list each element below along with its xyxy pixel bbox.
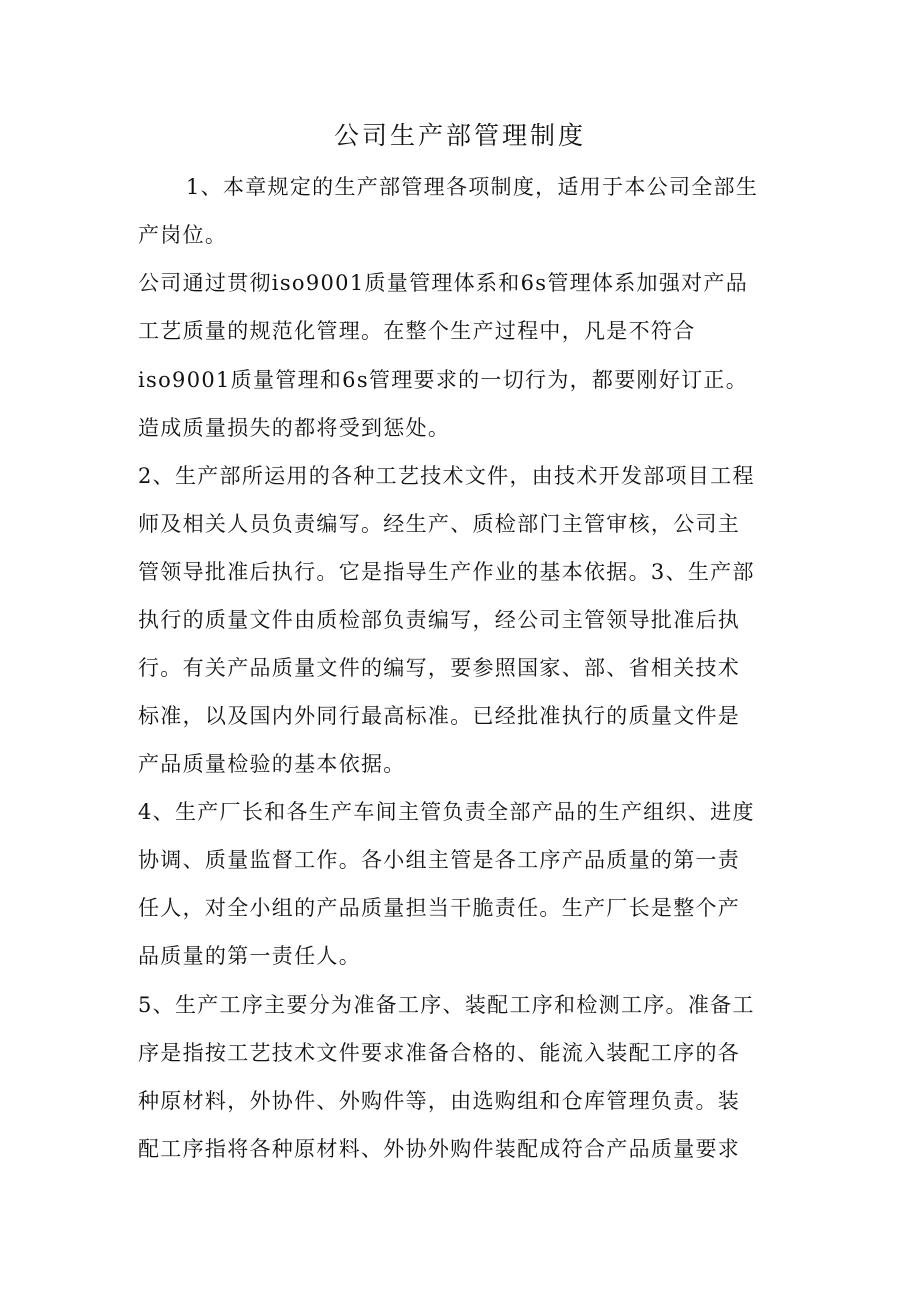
paragraph-line: 产品质量检验的基本依据。 bbox=[138, 752, 406, 776]
paragraph-line: 种原材料，外协件、外购件等，由选购组和仓库管理负责。装 bbox=[138, 1089, 741, 1113]
paragraph-line: 标准，以及国内外同行最高标准。已经批准执行的质量文件是 bbox=[138, 704, 741, 728]
paragraph-line: iso9001质量管理和6s管理要求的一切行为，都要刚好订正。 bbox=[138, 368, 749, 392]
paragraph-line: 2、生产部所运用的各种工艺技术文件，由技术开发部项目工程 bbox=[138, 464, 755, 488]
paragraph-line: 工艺质量的规范化管理。在整个生产过程中，凡是不符合 bbox=[138, 319, 696, 343]
paragraph-line: 配工序指将各种原材料、外协外购件装配成符合产品质量要求 bbox=[138, 1137, 741, 1161]
paragraph-line: 产岗位。 bbox=[138, 223, 228, 247]
paragraph-line: 管领导批准后执行。它是指导生产作业的基本依据。3、生产部 bbox=[138, 560, 755, 584]
paragraph-line: 行。有关产品质量文件的编写，要参照国家、部、省相关技术 bbox=[138, 656, 741, 680]
document-title: 公司生产部管理制度 bbox=[333, 121, 586, 150]
paragraph-line: 1、本章规定的生产部管理各项制度，适用于本公司全部生 bbox=[186, 175, 759, 199]
paragraph-line: 4、生产厂长和各生产车间主管负责全部产品的生产组织、进度 bbox=[138, 800, 755, 824]
paragraph-line: 师及相关人员负责编写。经生产、质检部门主管审核，公司主 bbox=[138, 512, 741, 536]
paragraph-line: 执行的质量文件由质检部负责编写，经公司主管领导批准后执 bbox=[138, 608, 741, 632]
paragraph-line: 序是指按工艺技术文件要求准备合格的、能流入装配工序的各 bbox=[138, 1041, 741, 1065]
paragraph-line: 任人，对全小组的产品质量担当干脆责任。生产厂长是整个产 bbox=[138, 896, 741, 920]
paragraph-line: 造成质量损失的都将受到惩处。 bbox=[138, 416, 451, 440]
paragraph-line: 品质量的第一责任人。 bbox=[138, 944, 361, 968]
paragraph-line: 协调、质量监督工作。各小组主管是各工序产品质量的第一责 bbox=[138, 848, 741, 872]
paragraph-line: 5、生产工序主要分为准备工序、装配工序和检测工序。准备工 bbox=[138, 993, 755, 1017]
paragraph-line: 公司通过贯彻iso9001质量管理体系和6s管理体系加强对产品 bbox=[138, 271, 749, 295]
